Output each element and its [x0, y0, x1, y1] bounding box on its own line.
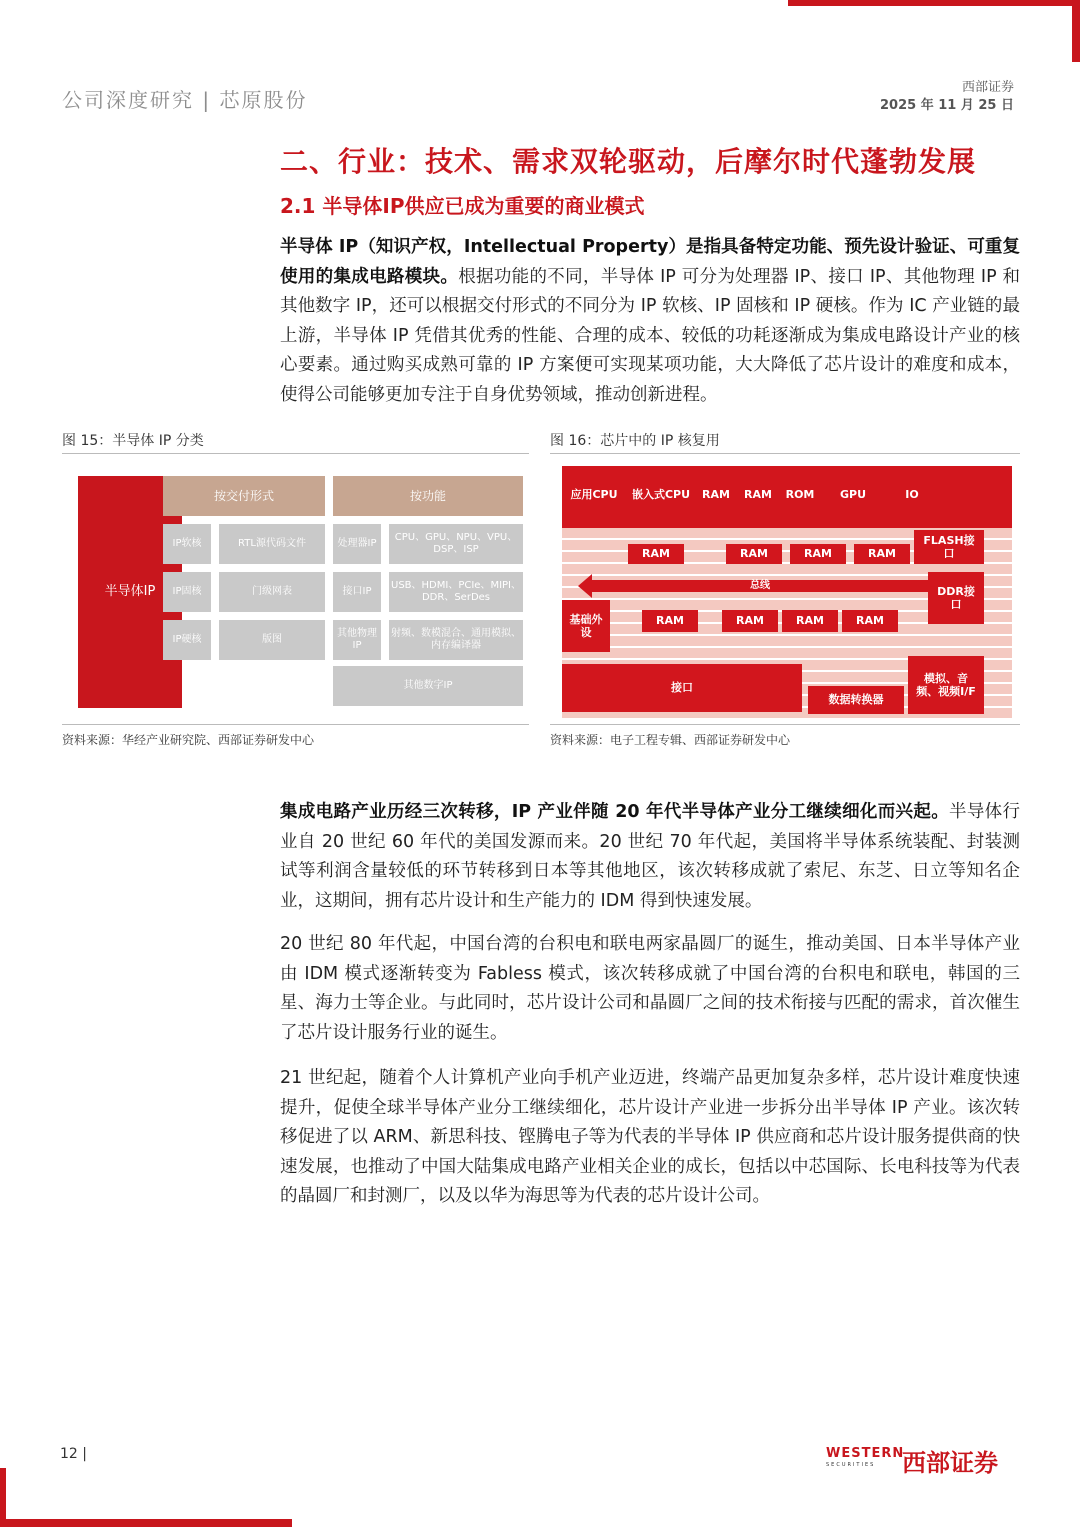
function-other-digital-ip: 其他数字IP: [333, 666, 523, 706]
delivery-hard-ip-desc: 版图: [219, 620, 325, 660]
block-ram: RAM: [698, 478, 734, 512]
paragraph-intro: [280, 233, 1020, 411]
paragraph-three-transfers: [280, 798, 1020, 916]
block-ram: RAM: [726, 544, 782, 564]
figure15-caption: 图 15：半导体 IP 分类: [62, 433, 204, 449]
paragraph-intro-bold: 半导体 IP（知识产权，Intellectual Property）是指具备特定功能、预先设计验证、可重复使用的集成电路模块。: [280, 237, 1020, 287]
paragraph-intro-text: 根据功能的不同，半导体 IP 可分为处理器 IP、接口 IP、其他物理 IP 和其他数字 IP，还可以根据交付形式的不同分为 IP 软核、IP 固核和 IP 硬核。作为 IC 产业链的最上游，半导体 IP 凭借其优秀的性能、合理的成本、较低的功耗逐渐成为集成电路设计产业的核心要素。通过购买成熟可靠的 IP 方案便可实现某项功能，大大降低了芯片设计的难度和成本，使得公司能够更加专注于自身优势领域，推动创新进程。: [280, 266, 1020, 405]
function-processor-ip-desc: CPU、GPU、NPU、VPU、DSP、ISP: [389, 524, 523, 564]
block-app-cpu: 应用CPU: [566, 478, 622, 512]
block-ram: RAM: [854, 544, 910, 564]
delivery-soft-ip: IP软核: [163, 524, 211, 564]
logo-chinese: 西部证券: [902, 1449, 998, 1477]
bus-arrow-left-icon: [578, 574, 592, 598]
header-title: 公司深度研究 | 芯原股份: [62, 88, 308, 112]
logo-english-sub: SECURITIES: [826, 1462, 876, 1468]
header-date: 2025 年 11 月 25 日: [880, 98, 1014, 113]
block-ram: RAM: [628, 544, 684, 564]
corner-decoration-top-vertical: [1072, 0, 1080, 62]
block-ram: RAM: [790, 544, 846, 564]
paragraph-three-transfers-bold: 集成电路产业历经三次转移，IP 产业伴随 20 年代半导体产业分工继续细化而兴起。: [280, 802, 950, 822]
block-rom: ROM: [782, 478, 818, 512]
function-other-physical-ip: 其他物理IP: [333, 620, 381, 660]
corner-decoration-bottom: [0, 1519, 292, 1527]
figure16-bottom-rule: [550, 724, 1020, 725]
header-by-delivery: 按交付形式: [163, 476, 325, 516]
block-ram: RAM: [842, 610, 898, 632]
block-ram: RAM: [740, 478, 776, 512]
function-other-physical-ip-desc: 射频、数模混合、通用模拟、内存编译器: [389, 620, 523, 660]
figure15-ip-classification: [62, 460, 529, 720]
section-title: 二、行业：技术、需求双轮驱动，后摩尔时代蓬勃发展: [280, 145, 977, 178]
delivery-hard-ip: IP硬核: [163, 620, 211, 660]
function-processor-ip: 处理器IP: [333, 524, 381, 564]
bus-bar: 总线: [590, 580, 930, 592]
paragraph-1980s: 20 世纪 80 年代起，中国台湾的台积电和联电两家晶圆厂的诞生，推动美国、日本半导体产业由 IDM 模式逐渐转变为 Fabless 模式，该次转移成就了中国台湾的台积电和联电，韩国的三星、海力士等企业。与此同时，芯片设计公司和晶圆厂之间的技术衔接与匹配的需求，首次催生了芯片设计服务行业的诞生。: [280, 934, 1020, 1043]
figure15-bottom-rule: [62, 724, 529, 725]
logo-english: WESTERN: [826, 1446, 905, 1461]
corner-decoration-bottom-vertical: [0, 1468, 6, 1527]
root-semiconductor-ip: 半导体IP: [78, 476, 182, 708]
block-ddr-interface: DDR接口: [928, 572, 984, 624]
page-number: 12 |: [60, 1446, 87, 1462]
function-interface-ip: 接口IP: [333, 572, 381, 612]
delivery-firm-ip: IP固核: [163, 572, 211, 612]
block-interface: 接口: [562, 664, 802, 712]
block-ram: RAM: [642, 610, 698, 632]
corner-decoration-top: [788, 0, 1080, 6]
figure15-source: 资料来源：华经产业研究院、西部证券研发中心: [62, 733, 315, 747]
figure16-chip-ip-reuse: [550, 460, 1020, 720]
block-ram: RAM: [722, 610, 778, 632]
block-gpu: GPU: [828, 478, 878, 512]
subsection-title: 2.1 半导体IP供应已成为重要的商业模式: [280, 194, 645, 218]
delivery-soft-ip-desc: RTL源代码文件: [219, 524, 325, 564]
figure15-top-rule: [62, 453, 529, 454]
figure16-caption: 图 16：芯片中的 IP 核复用: [550, 433, 720, 449]
header-by-function: 按功能: [333, 476, 523, 516]
block-base-peripherals: 基础外设: [562, 600, 610, 652]
header-company: 西部证券: [961, 80, 1014, 95]
block-embedded-cpu: 嵌入式CPU: [630, 478, 692, 512]
function-interface-ip-desc: USB、HDMI、PCIe、MIPI、DDR、SerDes: [389, 572, 523, 612]
paragraph-three-transfers-text: 半导体行业自 20 世纪 60 年代的美国发源而来。20 世纪 70 年代起，美国将半导体系统装配、封装测试等利润含量较低的环节转移到日本等其他地区，该次转移成就了索尼、东芝、日立等知名企业，这期间，拥有芯片设计和生产能力的 IDM 得到快速发展。: [280, 802, 1021, 911]
block-io: IO: [888, 478, 936, 512]
block-ram: RAM: [782, 610, 838, 632]
block-flash-interface: FLASH接口: [914, 530, 984, 564]
block-analog-audio-video: 模拟、音频、视频I/F: [908, 656, 984, 714]
block-data-converter: 数据转换器: [808, 686, 904, 714]
delivery-firm-ip-desc: 门级网表: [219, 572, 325, 612]
figure16-top-rule: [550, 453, 1020, 454]
figure16-source: 资料来源：电子工程专辑、西部证券研发中心: [550, 733, 791, 747]
paragraph-21st-century: 21 世纪起，随着个人计算机产业向手机产业迈进，终端产品更加复杂多样，芯片设计难度快速提升，促使全球半导体产业分工继续细化，芯片设计产业进一步拆分出半导体 IP 产业。该次转移促进了以 ARM、新思科技、铿腾电子等为代表的半导体 IP 供应商和芯片设计服务提供商的快速发展，也推动了中国大陆集成电路产业相关企业的成长，包括以中芯国际、长电科技等为代表的晶圆厂和封测厂，以及以华为海思等为代表的芯片设计公司。: [280, 1068, 1020, 1207]
